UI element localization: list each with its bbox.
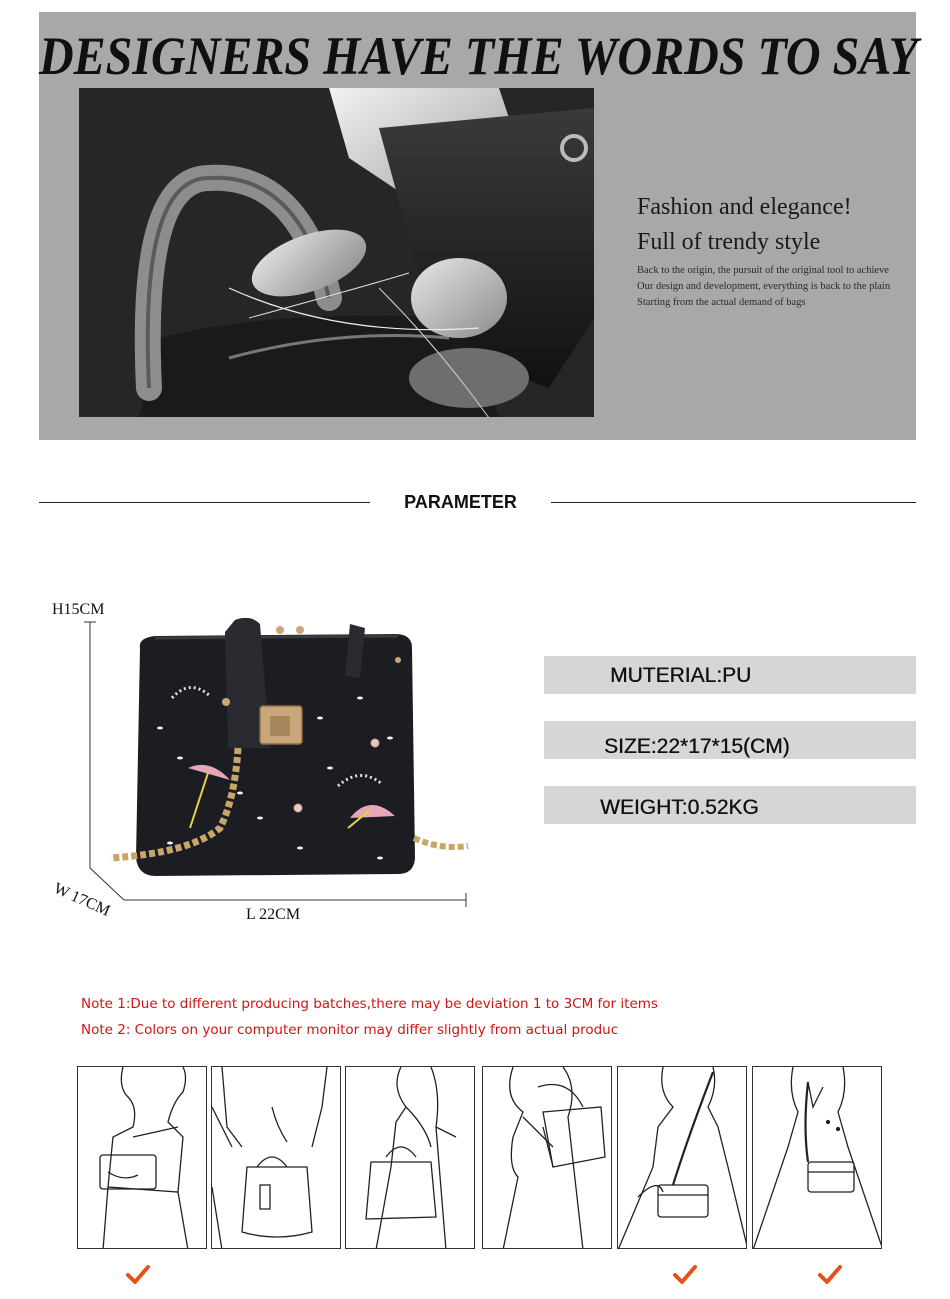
divider-right [551,502,916,503]
style-panel-hand-carry-tote [211,1066,341,1249]
figure-arm-tote-icon [346,1067,475,1249]
note-color: Note 2: Colors on your computer monitor may differ slightly from actual produc [81,1022,619,1038]
spec-material [544,656,916,694]
style-panel-arm-tote [345,1066,475,1249]
figure-long-strap-crossbody-icon [618,1067,747,1249]
tagline-fashion: Fashion and elegance! [637,194,852,220]
figure-mini-crossbody-icon [753,1067,882,1249]
banner-copy-line: Back to the origin, the pursuit of the original tool to achieve [637,265,889,276]
divider-left [39,502,370,503]
style-panel-long-strap-crossbody [617,1066,747,1249]
bag-dimension-diagram [60,618,480,918]
spec-size [544,721,916,759]
banner-copy-line: Starting from the actual demand of bags [637,297,806,308]
designer-banner [39,12,916,440]
parameter-heading: PARAMETER [404,492,517,512]
black-crossbody-bag [110,618,468,876]
tagline-trendy: Full of trendy style [637,229,821,255]
craftsman-photo [79,88,594,417]
check-icon [672,1263,698,1287]
style-panel-crossbody-clutch [77,1066,207,1249]
width-label: W 17CM [51,880,113,920]
note-deviation: Note 1:Due to different producing batches,there may be deviation 1 to 3CM for items [81,996,658,1012]
figure-crossbody-clutch-icon [78,1067,207,1249]
spec-weight [544,786,916,824]
craftsman-photo-art [79,88,594,417]
figure-shoulder-bag-icon [483,1067,612,1249]
spec-size-text: SIZE:22*17*15(CM) [604,735,790,758]
style-panel-shoulder-bag [482,1066,612,1249]
width-line [90,868,124,900]
check-icon [125,1263,151,1287]
spec-weight-text: WEIGHT:0.52KG [600,796,759,819]
spec-material-text: MUTERIAL:PU [610,664,752,687]
figure-hand-carry-tote-icon [212,1067,341,1249]
check-icon [817,1263,843,1287]
banner-copy-line: Our design and development, everything is back to the plain [637,281,891,292]
height-label: H15CM [52,601,105,618]
banner-title: DESIGNERS HAVE THE WORDS TO SAY [39,27,918,87]
length-label: L 22CM [246,906,301,923]
banner-copy [637,263,890,311]
style-panel-mini-crossbody [752,1066,882,1249]
